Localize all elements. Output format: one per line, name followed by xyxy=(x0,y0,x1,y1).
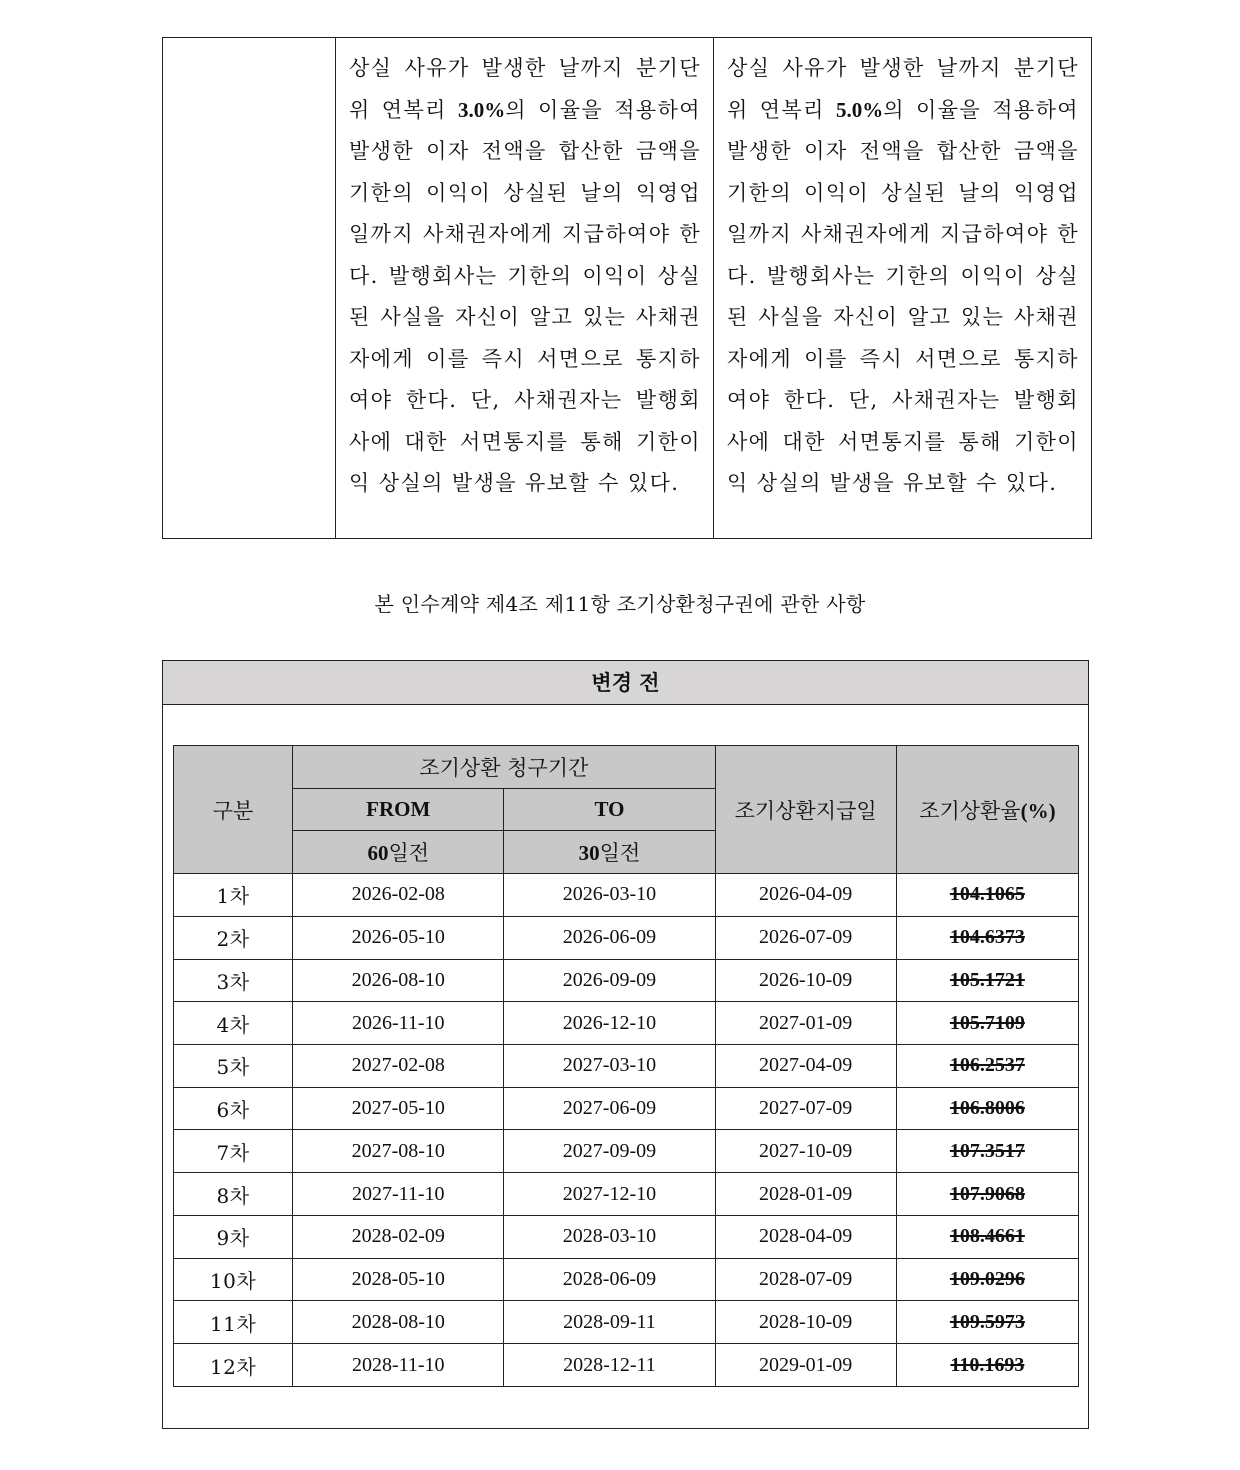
cell-from: 2027-02-08 xyxy=(293,1045,504,1088)
cell-to: 2027-09-09 xyxy=(504,1130,715,1173)
cell-no: 5차 xyxy=(174,1045,293,1088)
cell-rate: 104.6373 xyxy=(896,916,1078,959)
table-row xyxy=(174,874,1079,917)
table-row xyxy=(174,1173,1079,1216)
table-row xyxy=(174,959,1079,1002)
cell-to: 2027-06-09 xyxy=(504,1087,715,1130)
cell-to: 2028-09-11 xyxy=(504,1301,715,1344)
cell-rate: 109.0296 xyxy=(896,1258,1078,1301)
cell-pay: 2028-01-09 xyxy=(715,1173,896,1216)
header-from-sub: 60일전 xyxy=(293,831,504,874)
cell-pay: 2028-10-09 xyxy=(715,1301,896,1344)
table-row xyxy=(174,1258,1079,1301)
cell-to: 2028-03-10 xyxy=(504,1215,715,1258)
before-change-box xyxy=(162,660,1089,1429)
table-row xyxy=(174,1045,1079,1088)
table-row xyxy=(174,1344,1079,1387)
cell-rate: 104.1065 xyxy=(896,874,1078,917)
cell-no: 8차 xyxy=(174,1173,293,1216)
after-paragraph: 상실 사유가 발생한 날까지 분기단위 연복리 5.0%의 이율을 적용하여 발생한 이자 전액을 합산한 금액을 기한의 이익이 상실된 날의 익영업일까지 사채권자에게 지급하여야 한다. 발행회사는 기한의 이익이 상실된 사실을 자신이 알고 있는 사채권자에게 이를 즉시 서면으로 통지하여야 한다. 단, 사채권자는 발행회사에 대한 서면통지를 통해 기한이익 상실의 발생을 유보할 수 있다. xyxy=(727,56,1079,495)
cell-no: 1차 xyxy=(174,874,293,917)
empty-label-cell xyxy=(163,38,336,539)
header-from: FROM xyxy=(293,788,504,831)
cell-from: 2028-02-09 xyxy=(293,1215,504,1258)
cell-no: 2차 xyxy=(174,916,293,959)
cell-from: 2026-02-08 xyxy=(293,874,504,917)
cell-pay: 2028-04-09 xyxy=(715,1215,896,1258)
cell-from: 2027-08-10 xyxy=(293,1130,504,1173)
table-row xyxy=(174,916,1079,959)
cell-no: 12차 xyxy=(174,1344,293,1387)
table-row xyxy=(174,1002,1079,1045)
cell-no: 7차 xyxy=(174,1130,293,1173)
table-row xyxy=(174,1130,1079,1173)
cell-to: 2027-12-10 xyxy=(504,1173,715,1216)
header-to: TO xyxy=(504,788,715,831)
cell-to: 2026-12-10 xyxy=(504,1002,715,1045)
cell-rate: 106.2537 xyxy=(896,1045,1078,1088)
before-text-cell xyxy=(336,38,714,539)
cell-pay: 2028-07-09 xyxy=(715,1258,896,1301)
cell-to: 2028-06-09 xyxy=(504,1258,715,1301)
cell-rate: 107.9068 xyxy=(896,1173,1078,1216)
cell-no: 9차 xyxy=(174,1215,293,1258)
redemption-table xyxy=(173,745,1079,1387)
cell-rate: 105.7109 xyxy=(896,1002,1078,1045)
cell-pay: 2026-10-09 xyxy=(715,959,896,1002)
cell-from: 2026-11-10 xyxy=(293,1002,504,1045)
cell-no: 3차 xyxy=(174,959,293,1002)
cell-rate: 107.3517 xyxy=(896,1130,1078,1173)
cell-from: 2026-05-10 xyxy=(293,916,504,959)
table-row xyxy=(174,1301,1079,1344)
header-payment-date: 조기상환지급일 xyxy=(715,746,896,874)
cell-to: 2027-03-10 xyxy=(504,1045,715,1088)
cell-rate: 105.1721 xyxy=(896,959,1078,1002)
cell-to: 2026-03-10 xyxy=(504,874,715,917)
cell-pay: 2027-07-09 xyxy=(715,1087,896,1130)
section-caption: 본 인수계약 제4조 제11항 조기상환청구권에 관한 사항 xyxy=(374,592,866,616)
cell-from: 2026-08-10 xyxy=(293,959,504,1002)
cell-no: 11차 xyxy=(174,1301,293,1344)
before-paragraph: 상실 사유가 발생한 날까지 분기단위 연복리 3.0%의 이율을 적용하여 발생한 이자 전액을 합산한 금액을 기한의 이익이 상실된 날의 익영업일까지 사채권자에게 지급하여야 한다. 발행회사는 기한의 이익이 상실된 사실을 자신이 알고 있는 사채권자에게 이를 즉시 서면으로 통지하여야 한다. 단, 사채권자는 발행회사에 대한 서면통지를 통해 기한이익 상실의 발생을 유보할 수 있다. xyxy=(349,56,701,495)
cell-pay: 2026-04-09 xyxy=(715,874,896,917)
cell-rate: 106.8006 xyxy=(896,1087,1078,1130)
after-text-cell xyxy=(714,38,1092,539)
header-to-sub: 30일전 xyxy=(504,831,715,874)
comparison-table-continuation xyxy=(162,37,1092,539)
cell-no: 4차 xyxy=(174,1002,293,1045)
cell-rate: 108.4661 xyxy=(896,1215,1078,1258)
redemption-rows xyxy=(174,874,1079,1387)
cell-pay: 2026-07-09 xyxy=(715,916,896,959)
section-title: 변경 전 xyxy=(163,661,1088,705)
cell-from: 2028-08-10 xyxy=(293,1301,504,1344)
cell-no: 10차 xyxy=(174,1258,293,1301)
cell-pay: 2029-01-09 xyxy=(715,1344,896,1387)
cell-rate: 109.5973 xyxy=(896,1301,1078,1344)
cell-to: 2026-09-09 xyxy=(504,959,715,1002)
table-row xyxy=(174,1215,1079,1258)
cell-from: 2028-05-10 xyxy=(293,1258,504,1301)
cell-to: 2028-12-11 xyxy=(504,1344,715,1387)
cell-pay: 2027-04-09 xyxy=(715,1045,896,1088)
header-category: 구분 xyxy=(174,746,293,874)
cell-to: 2026-06-09 xyxy=(504,916,715,959)
header-period: 조기상환 청구기간 xyxy=(293,746,715,789)
table-row xyxy=(174,1087,1079,1130)
cell-from: 2028-11-10 xyxy=(293,1344,504,1387)
cell-no: 6차 xyxy=(174,1087,293,1130)
header-rate: 조기상환율(%) xyxy=(896,746,1078,874)
cell-from: 2027-11-10 xyxy=(293,1173,504,1216)
cell-pay: 2027-10-09 xyxy=(715,1130,896,1173)
cell-from: 2027-05-10 xyxy=(293,1087,504,1130)
cell-rate: 110.1693 xyxy=(896,1344,1078,1387)
cell-pay: 2027-01-09 xyxy=(715,1002,896,1045)
